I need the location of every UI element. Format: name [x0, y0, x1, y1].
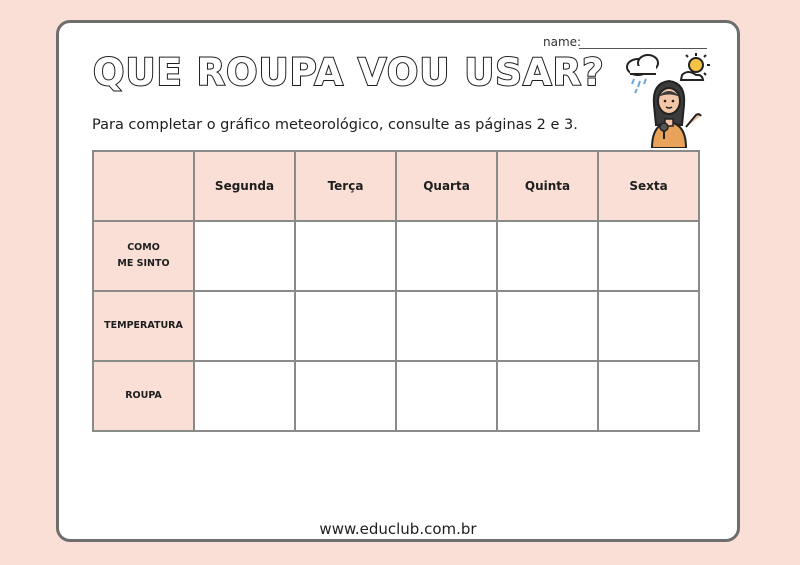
table-header-row	[93, 151, 699, 221]
rain-cloud-icon	[627, 55, 658, 93]
row-header-line: ROUPA	[125, 390, 162, 401]
row-header-line: COMO	[127, 242, 160, 253]
footer-url: www.educlub.com.br	[319, 520, 477, 538]
column-header-sexta: Sexta	[598, 151, 699, 221]
table-cell[interactable]	[295, 361, 396, 431]
column-header-quarta: Quarta	[396, 151, 497, 221]
worksheet-card	[56, 20, 740, 542]
table-cell[interactable]	[194, 291, 295, 361]
table-cell[interactable]	[598, 291, 699, 361]
table-cell[interactable]	[194, 221, 295, 291]
sun-icon	[681, 53, 710, 80]
table-cell[interactable]	[598, 361, 699, 431]
row-header-roupa	[93, 361, 194, 431]
name-label: name:	[543, 35, 582, 49]
table-cell[interactable]	[497, 221, 598, 291]
table-row	[93, 361, 699, 431]
table-row	[93, 221, 699, 291]
weather-girl-icon	[624, 53, 714, 148]
table-cell[interactable]	[598, 221, 699, 291]
table-cell[interactable]	[497, 361, 598, 431]
name-field-line[interactable]	[579, 48, 707, 49]
row-header-line: TEMPERATURA	[104, 320, 183, 331]
row-header-temperatura	[93, 291, 194, 361]
table-cell[interactable]	[194, 361, 295, 431]
row-header-como-me-sinto	[93, 221, 194, 291]
row-header-line: ME SINTO	[117, 258, 170, 269]
table-cell[interactable]	[396, 221, 497, 291]
table-cell[interactable]	[396, 361, 497, 431]
weather-chart-table	[92, 150, 700, 432]
column-header-quinta: Quinta	[497, 151, 598, 221]
table-cell[interactable]	[295, 221, 396, 291]
column-header-segunda: Segunda	[194, 151, 295, 221]
table-cell[interactable]	[396, 291, 497, 361]
table-cell[interactable]	[497, 291, 598, 361]
table-corner-cell	[93, 151, 194, 221]
column-header-terca: Terça	[295, 151, 396, 221]
page-title: QUE ROUPA VOU USAR?	[93, 51, 605, 94]
instruction-text: Para completar o gráfico meteorológico, consulte as páginas 2 e 3.	[92, 117, 578, 133]
table-row	[93, 291, 699, 361]
table-cell[interactable]	[295, 291, 396, 361]
